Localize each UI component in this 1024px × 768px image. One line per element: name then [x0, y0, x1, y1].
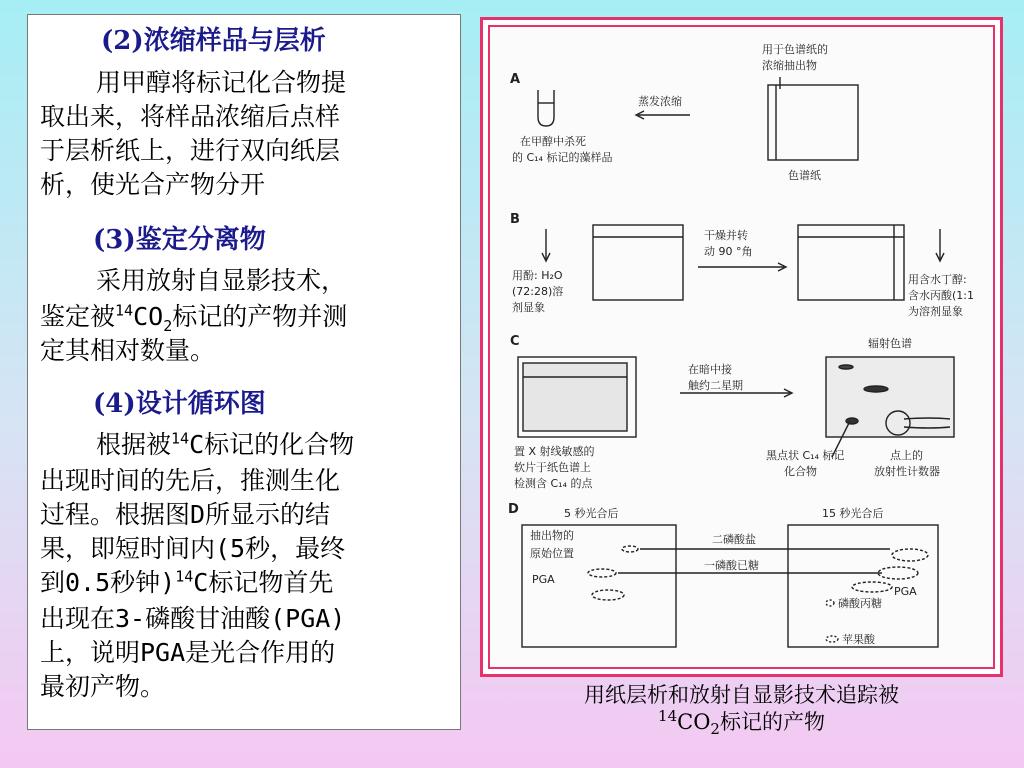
label: 干燥并转: [704, 229, 748, 242]
label: 化合物: [784, 465, 817, 478]
label: 苹果酸: [842, 633, 875, 646]
paper-d1: [522, 525, 676, 647]
label: PGA: [894, 585, 917, 598]
spot: [622, 546, 638, 552]
paper-b2: [798, 225, 904, 300]
test-tube: [538, 90, 554, 126]
para-line: 采用放射自显影技术，: [96, 266, 347, 295]
para-line: 于层析纸上，进行双向纸层: [40, 136, 341, 165]
spot: [846, 418, 858, 424]
para-line: 上，说明PGA是光合作用的: [40, 638, 336, 667]
para-line: 过程。根据图D所显示的结: [40, 500, 331, 529]
label: 在暗中接: [688, 363, 732, 376]
label-a: A: [510, 72, 521, 87]
label: 检测含 C₁₄ 的点: [514, 477, 593, 490]
heading-identify: (3)鉴定分离物: [93, 225, 266, 255]
para-line: 最初产物。: [40, 672, 166, 701]
label: 原始位置: [530, 547, 574, 560]
label: 点上的: [890, 449, 923, 462]
label: 浓缩抽出物: [762, 59, 817, 72]
figure-inner: [488, 25, 995, 669]
chromatography-diagram: [490, 27, 993, 667]
label: 二磷酸盐: [712, 533, 756, 546]
text-panel: [27, 14, 461, 730]
sub-2: 2: [163, 317, 173, 335]
label: 蒸发浓缩: [638, 95, 682, 108]
caption-line-2: [480, 707, 1003, 739]
text-run: CO: [133, 302, 164, 331]
label: 触约二星期: [688, 379, 743, 392]
paper-a: [768, 85, 858, 160]
spot: [588, 569, 616, 577]
figure-caption: [480, 682, 1003, 739]
text-run: CO: [677, 710, 711, 734]
label: 5 秒光合后: [564, 507, 619, 520]
label: 一磷酸已糖: [704, 559, 759, 572]
label: 色谱纸: [788, 169, 821, 182]
spot: [592, 590, 624, 600]
para-line: 定其相对数量。: [40, 336, 216, 365]
text-run: 标记的产物: [719, 710, 825, 734]
para-line: 析，使光合产物分开: [40, 170, 266, 199]
label: 剂显象: [512, 301, 545, 314]
label: 放射性计数器: [874, 465, 940, 478]
label: 黑点状 C₁₄ 标记: [766, 449, 845, 462]
caption-line-1: 用纸层析和放射自显影技术追踪被: [584, 683, 899, 707]
spot: [852, 582, 892, 592]
sup-14: 14: [175, 567, 194, 586]
paper-b1: [593, 225, 683, 300]
text-run: C标记的化合物: [189, 430, 355, 459]
label: 含水丙酸(1:1: [908, 289, 974, 302]
para-line: [40, 567, 333, 599]
label: (72:28)溶: [512, 285, 564, 298]
text-run: 鉴定被: [40, 302, 116, 331]
text-run: 到0.5秒钟): [40, 568, 176, 597]
label: 15 秒光合后: [822, 507, 884, 520]
sub-2: 2: [710, 720, 720, 739]
spot: [826, 636, 838, 642]
spot: [864, 386, 888, 392]
para-line: 出现在3-磷酸甘油酸(PGA): [40, 604, 346, 633]
label: 动 90 °角: [704, 245, 753, 258]
sup-14: 14: [171, 429, 190, 448]
sup-14: 14: [658, 707, 678, 725]
film-c1: [523, 363, 627, 431]
label: 磷酸丙糖: [838, 597, 882, 610]
label-c: C: [510, 334, 520, 349]
label-b: B: [510, 212, 520, 227]
label: 用酚: H₂O: [512, 269, 563, 282]
para-line: 取出来，将样品浓缩后点样: [40, 102, 341, 131]
para-line: 用甲醇将标记化合物提: [96, 68, 347, 97]
label: 软片于纸色谱上: [514, 461, 591, 474]
text-run: 标记的产物并测: [172, 302, 348, 331]
label-d: D: [508, 502, 519, 517]
spot: [826, 600, 834, 606]
spot: [839, 365, 853, 369]
para-line: 果，即短时间内(5秒，最终: [40, 534, 346, 563]
sup-14: 14: [115, 301, 134, 320]
spot: [878, 567, 918, 579]
heading-cycle: (4)设计循环图: [93, 389, 266, 419]
label: 在甲醇中杀死: [520, 135, 586, 148]
label: 用含水丁醇:: [908, 273, 967, 286]
text-run: C标记物首先: [193, 568, 334, 597]
para-line: 出现时间的先后，推测生化: [40, 466, 341, 495]
figure-frame: [480, 17, 1003, 677]
label: 辐射色谱: [868, 337, 912, 350]
para-line: [40, 301, 347, 333]
label: 的 C₁₄ 标记的藻样品: [512, 151, 613, 164]
spot: [892, 549, 928, 561]
label: 用于色谱纸的: [762, 43, 828, 56]
label: 为溶剂显象: [908, 305, 963, 318]
text-run: 根据被: [96, 430, 172, 459]
para-line: [96, 429, 354, 461]
label: PGA: [532, 573, 555, 586]
label: 置 X 射线敏感的: [514, 445, 595, 458]
heading-concentrate: (2)浓缩样品与层析: [101, 26, 326, 56]
label: 抽出物的: [530, 529, 574, 542]
